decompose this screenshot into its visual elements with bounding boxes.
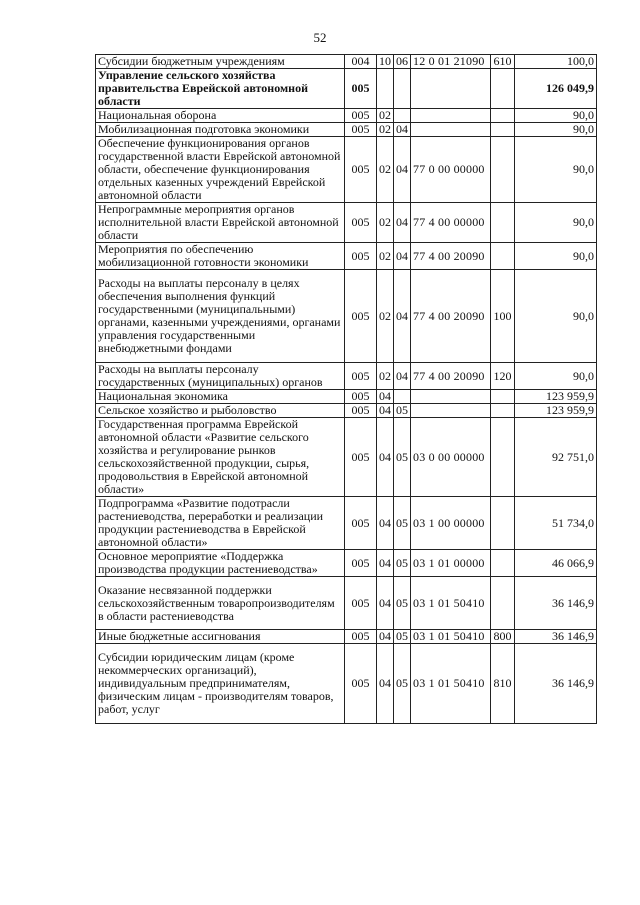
grbs-code: 005 xyxy=(345,630,377,644)
expense-type-code xyxy=(491,390,515,404)
table-row xyxy=(96,69,597,109)
expense-type-code xyxy=(491,497,515,550)
subsection-code: 05 xyxy=(394,577,411,630)
target-item-code xyxy=(411,69,491,109)
amount: 100,0 xyxy=(515,55,597,69)
target-item-code: 03 1 01 50410 xyxy=(411,577,491,630)
section-code: 02 xyxy=(377,109,394,123)
target-item-code: 77 4 00 00000 xyxy=(411,203,491,243)
table-row xyxy=(96,137,597,203)
amount: 36 146,9 xyxy=(515,630,597,644)
table-row xyxy=(96,123,597,137)
section-code: 02 xyxy=(377,137,394,203)
page-number: 52 xyxy=(313,30,327,45)
table-row xyxy=(96,55,597,69)
amount: 92 751,0 xyxy=(515,418,597,497)
expense-type-code xyxy=(491,418,515,497)
row-name: Непрограммные мероприятия органов исполнительной власти Еврейской автономной области xyxy=(96,203,345,243)
expense-type-code xyxy=(491,577,515,630)
amount: 90,0 xyxy=(515,243,597,270)
section-code xyxy=(377,69,394,109)
table-row xyxy=(96,550,597,577)
expense-type-code xyxy=(491,109,515,123)
section-code: 04 xyxy=(377,577,394,630)
subsection-code xyxy=(394,390,411,404)
budget-table xyxy=(95,54,597,724)
target-item-code: 77 4 00 20090 xyxy=(411,363,491,390)
expense-type-code xyxy=(491,550,515,577)
grbs-code: 005 xyxy=(345,404,377,418)
subsection-code: 04 xyxy=(394,203,411,243)
section-code: 02 xyxy=(377,270,394,363)
target-item-code: 77 4 00 20090 xyxy=(411,270,491,363)
amount: 90,0 xyxy=(515,363,597,390)
table-row xyxy=(96,630,597,644)
row-name: Подпрограмма «Развитие подотрасли растениеводства, переработки и реализации продукции растениеводства в Еврейской автономной области» xyxy=(96,497,345,550)
grbs-code: 005 xyxy=(345,550,377,577)
table-row xyxy=(96,577,597,630)
grbs-code: 005 xyxy=(345,418,377,497)
grbs-code: 005 xyxy=(345,203,377,243)
table-row xyxy=(96,418,597,497)
expense-type-code xyxy=(491,137,515,203)
subsection-code: 04 xyxy=(394,363,411,390)
expense-type-code: 120 xyxy=(491,363,515,390)
grbs-code: 005 xyxy=(345,243,377,270)
expense-type-code: 610 xyxy=(491,55,515,69)
amount: 46 066,9 xyxy=(515,550,597,577)
expense-type-code xyxy=(491,69,515,109)
expense-type-code xyxy=(491,243,515,270)
subsection-code xyxy=(394,69,411,109)
section-code: 04 xyxy=(377,390,394,404)
subsection-code: 04 xyxy=(394,137,411,203)
section-code: 02 xyxy=(377,123,394,137)
target-item-code: 03 0 00 00000 xyxy=(411,418,491,497)
target-item-code: 03 1 01 50410 xyxy=(411,630,491,644)
table-row xyxy=(96,203,597,243)
row-name: Субсидии бюджетным учреждениям xyxy=(96,55,345,69)
subsection-code: 05 xyxy=(394,497,411,550)
target-item-code xyxy=(411,390,491,404)
target-item-code: 03 1 01 50410 xyxy=(411,644,491,724)
subsection-code: 04 xyxy=(394,123,411,137)
grbs-code: 005 xyxy=(345,577,377,630)
subsection-code: 05 xyxy=(394,630,411,644)
expense-type-code xyxy=(491,404,515,418)
section-code: 02 xyxy=(377,203,394,243)
row-name: Субсидии юридическим лицам (кроме некоммерческих организаций), индивидуальным предпринимателям, физическим лицам - производителям товаров, работ, услуг xyxy=(96,644,345,724)
table-row xyxy=(96,497,597,550)
subsection-code: 05 xyxy=(394,644,411,724)
amount: 90,0 xyxy=(515,270,597,363)
target-item-code: 77 4 00 20090 xyxy=(411,243,491,270)
grbs-code: 005 xyxy=(345,123,377,137)
section-code: 04 xyxy=(377,550,394,577)
grbs-code: 005 xyxy=(345,644,377,724)
table-row xyxy=(96,404,597,418)
subsection-code xyxy=(394,109,411,123)
subsection-code: 05 xyxy=(394,404,411,418)
table-row xyxy=(96,109,597,123)
target-item-code xyxy=(411,109,491,123)
subsection-code: 05 xyxy=(394,550,411,577)
row-name: Государственная программа Еврейской автономной области «Развитие сельского хозяйства и регулирование рынков сельскохозяйственной продукции, сырья, продовольствия в Еврейской автономной области» xyxy=(96,418,345,497)
subsection-code: 04 xyxy=(394,243,411,270)
target-item-code: 77 0 00 00000 xyxy=(411,137,491,203)
amount: 123 959,9 xyxy=(515,404,597,418)
grbs-code: 005 xyxy=(345,109,377,123)
row-name: Мобилизационная подготовка экономики xyxy=(96,123,345,137)
section-code: 02 xyxy=(377,243,394,270)
grbs-code: 005 xyxy=(345,270,377,363)
row-name: Управление сельского хозяйства правительства Еврейской автономной области xyxy=(96,69,345,109)
section-code: 02 xyxy=(377,363,394,390)
row-name: Расходы на выплаты персоналу в целях обеспечения выполнения функций государственными (муниципальными) органами, казенными учреждениями, органами управления государственными внебюджетными фондами xyxy=(96,270,345,363)
amount: 36 146,9 xyxy=(515,577,597,630)
row-name: Оказание несвязанной поддержки сельскохозяйственным товаропроизводителям в области растениеводства xyxy=(96,577,345,630)
target-item-code: 03 1 00 00000 xyxy=(411,497,491,550)
expense-type-code xyxy=(491,123,515,137)
amount: 123 959,9 xyxy=(515,390,597,404)
grbs-code: 005 xyxy=(345,497,377,550)
row-name: Мероприятия по обеспечению мобилизационной готовности экономики xyxy=(96,243,345,270)
target-item-code: 12 0 01 21090 xyxy=(411,55,491,69)
grbs-code: 005 xyxy=(345,137,377,203)
row-name: Сельское хозяйство и рыболовство xyxy=(96,404,345,418)
table-row xyxy=(96,363,597,390)
row-name: Национальная оборона xyxy=(96,109,345,123)
row-name: Иные бюджетные ассигнования xyxy=(96,630,345,644)
amount: 36 146,9 xyxy=(515,644,597,724)
row-name: Национальная экономика xyxy=(96,390,345,404)
budget-table-body xyxy=(96,55,597,724)
grbs-code: 004 xyxy=(345,55,377,69)
section-code: 04 xyxy=(377,644,394,724)
expense-type-code: 810 xyxy=(491,644,515,724)
target-item-code xyxy=(411,123,491,137)
row-name: Основное мероприятие «Поддержка производства продукции растениеводства» xyxy=(96,550,345,577)
target-item-code: 03 1 01 00000 xyxy=(411,550,491,577)
row-name: Расходы на выплаты персоналу государственных (муниципальных) органов xyxy=(96,363,345,390)
grbs-code: 005 xyxy=(345,390,377,404)
amount: 51 734,0 xyxy=(515,497,597,550)
amount: 90,0 xyxy=(515,109,597,123)
section-code: 04 xyxy=(377,404,394,418)
amount: 90,0 xyxy=(515,137,597,203)
expense-type-code xyxy=(491,203,515,243)
table-row xyxy=(96,390,597,404)
section-code: 04 xyxy=(377,630,394,644)
target-item-code xyxy=(411,404,491,418)
subsection-code: 04 xyxy=(394,270,411,363)
table-row xyxy=(96,644,597,724)
table-row xyxy=(96,243,597,270)
row-name: Обеспечение функционирования органов государственной власти Еврейской автономной области, обеспечение функционирования отдельных казенных учреждений Еврейской автономной области xyxy=(96,137,345,203)
expense-type-code: 100 xyxy=(491,270,515,363)
table-row xyxy=(96,270,597,363)
amount: 90,0 xyxy=(515,123,597,137)
section-code: 04 xyxy=(377,418,394,497)
subsection-code: 06 xyxy=(394,55,411,69)
section-code: 10 xyxy=(377,55,394,69)
amount: 90,0 xyxy=(515,203,597,243)
subsection-code: 05 xyxy=(394,418,411,497)
section-code: 04 xyxy=(377,497,394,550)
expense-type-code: 800 xyxy=(491,630,515,644)
grbs-code: 005 xyxy=(345,363,377,390)
grbs-code: 005 xyxy=(345,69,377,109)
amount: 126 049,9 xyxy=(515,69,597,109)
